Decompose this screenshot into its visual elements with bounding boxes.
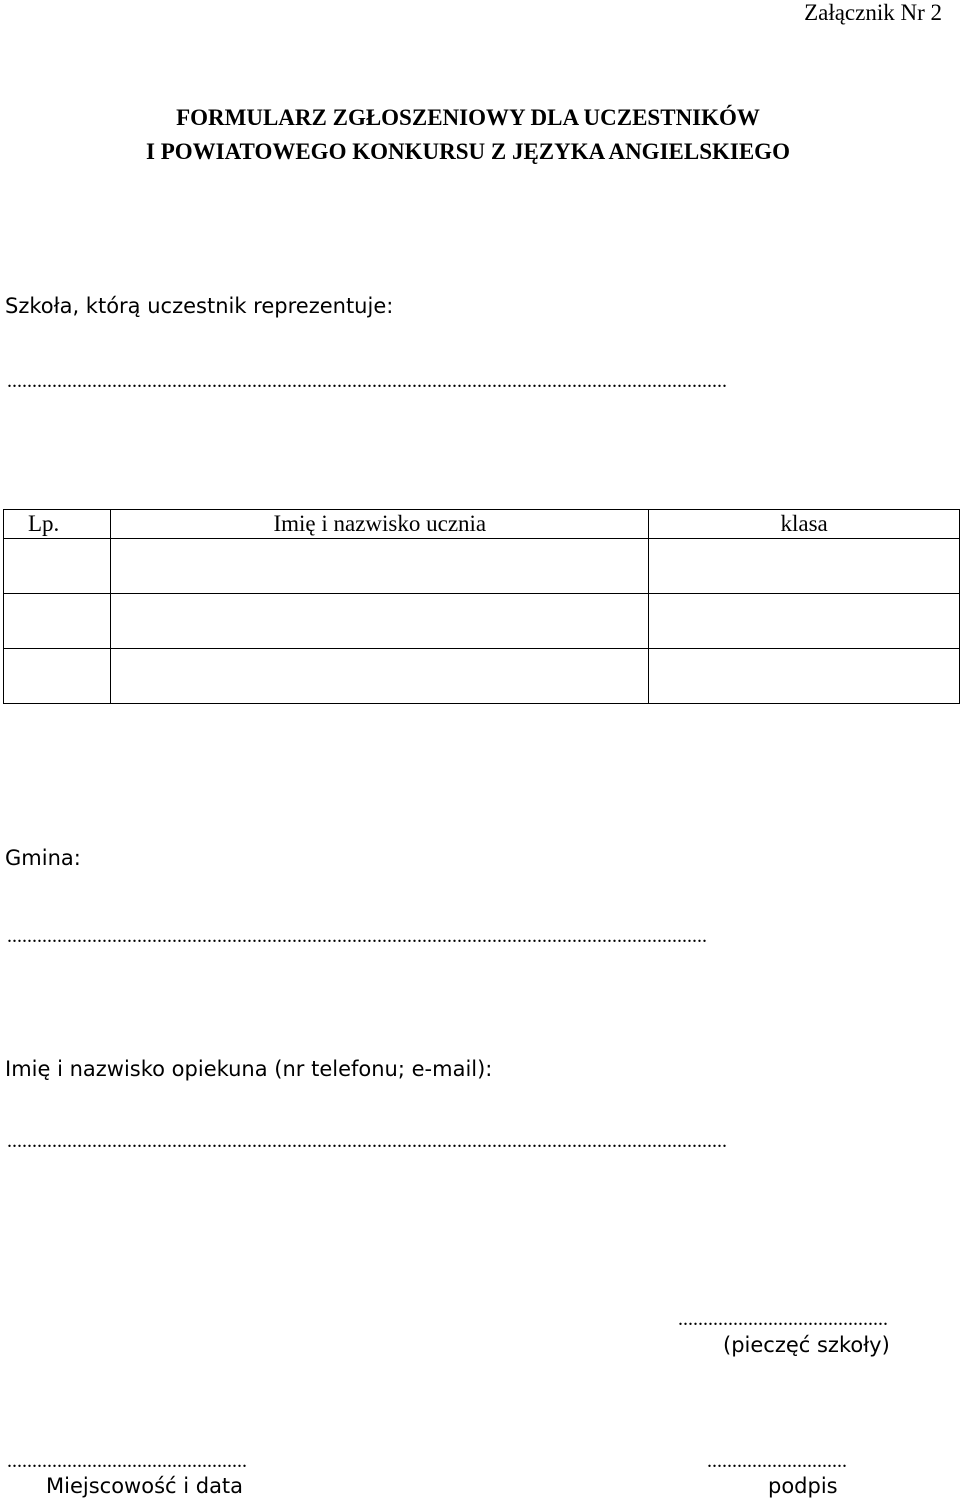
cell-student-name[interactable] bbox=[111, 539, 649, 594]
table-row bbox=[4, 539, 960, 594]
cell-lp[interactable] bbox=[4, 649, 111, 704]
gmina-label: Gmina: bbox=[5, 846, 81, 870]
cell-lp[interactable] bbox=[4, 539, 111, 594]
guardian-field[interactable]: ................................................................................................................................................ bbox=[7, 1130, 727, 1152]
header-lp: Lp. bbox=[4, 510, 111, 539]
table-row bbox=[4, 594, 960, 649]
signature-line[interactable]: ............................ bbox=[707, 1450, 847, 1472]
cell-lp[interactable] bbox=[4, 594, 111, 649]
form-title-line1: FORMULARZ ZGŁOSZENIOWY DLA UCZESTNIKÓW bbox=[176, 105, 760, 130]
stamp-line[interactable]: .......................................... bbox=[678, 1308, 888, 1330]
guardian-label: Imię i nazwisko opiekuna (nr telefonu; e-mail): bbox=[5, 1057, 493, 1081]
cell-class[interactable] bbox=[649, 539, 960, 594]
cell-student-name[interactable] bbox=[111, 649, 649, 704]
table-row bbox=[4, 649, 960, 704]
gmina-field[interactable]: ............................................................................................................................................ bbox=[7, 925, 707, 947]
cell-student-name[interactable] bbox=[111, 594, 649, 649]
students-table bbox=[3, 509, 960, 704]
cell-class[interactable] bbox=[649, 594, 960, 649]
stamp-label: (pieczęć szkoły) bbox=[723, 1333, 890, 1357]
header-class: klasa bbox=[649, 510, 960, 539]
form-title-line2: I POWIATOWEGO KONKURSU Z JĘZYKA ANGIELSKIEGO bbox=[146, 139, 790, 164]
annex-label: Załącznik Nr 2 bbox=[804, 0, 942, 25]
place-date-line[interactable]: ................................................ bbox=[7, 1450, 247, 1472]
header-student-name: Imię i nazwisko ucznia bbox=[111, 510, 649, 539]
table-header-row bbox=[4, 510, 960, 539]
signature-label: podpis bbox=[768, 1474, 838, 1498]
place-date-label: Miejscowość i data bbox=[46, 1474, 244, 1498]
school-label: Szkoła, którą uczestnik reprezentuje: bbox=[5, 294, 394, 318]
school-field[interactable]: ................................................................................................................................................ bbox=[7, 370, 727, 392]
cell-class[interactable] bbox=[649, 649, 960, 704]
